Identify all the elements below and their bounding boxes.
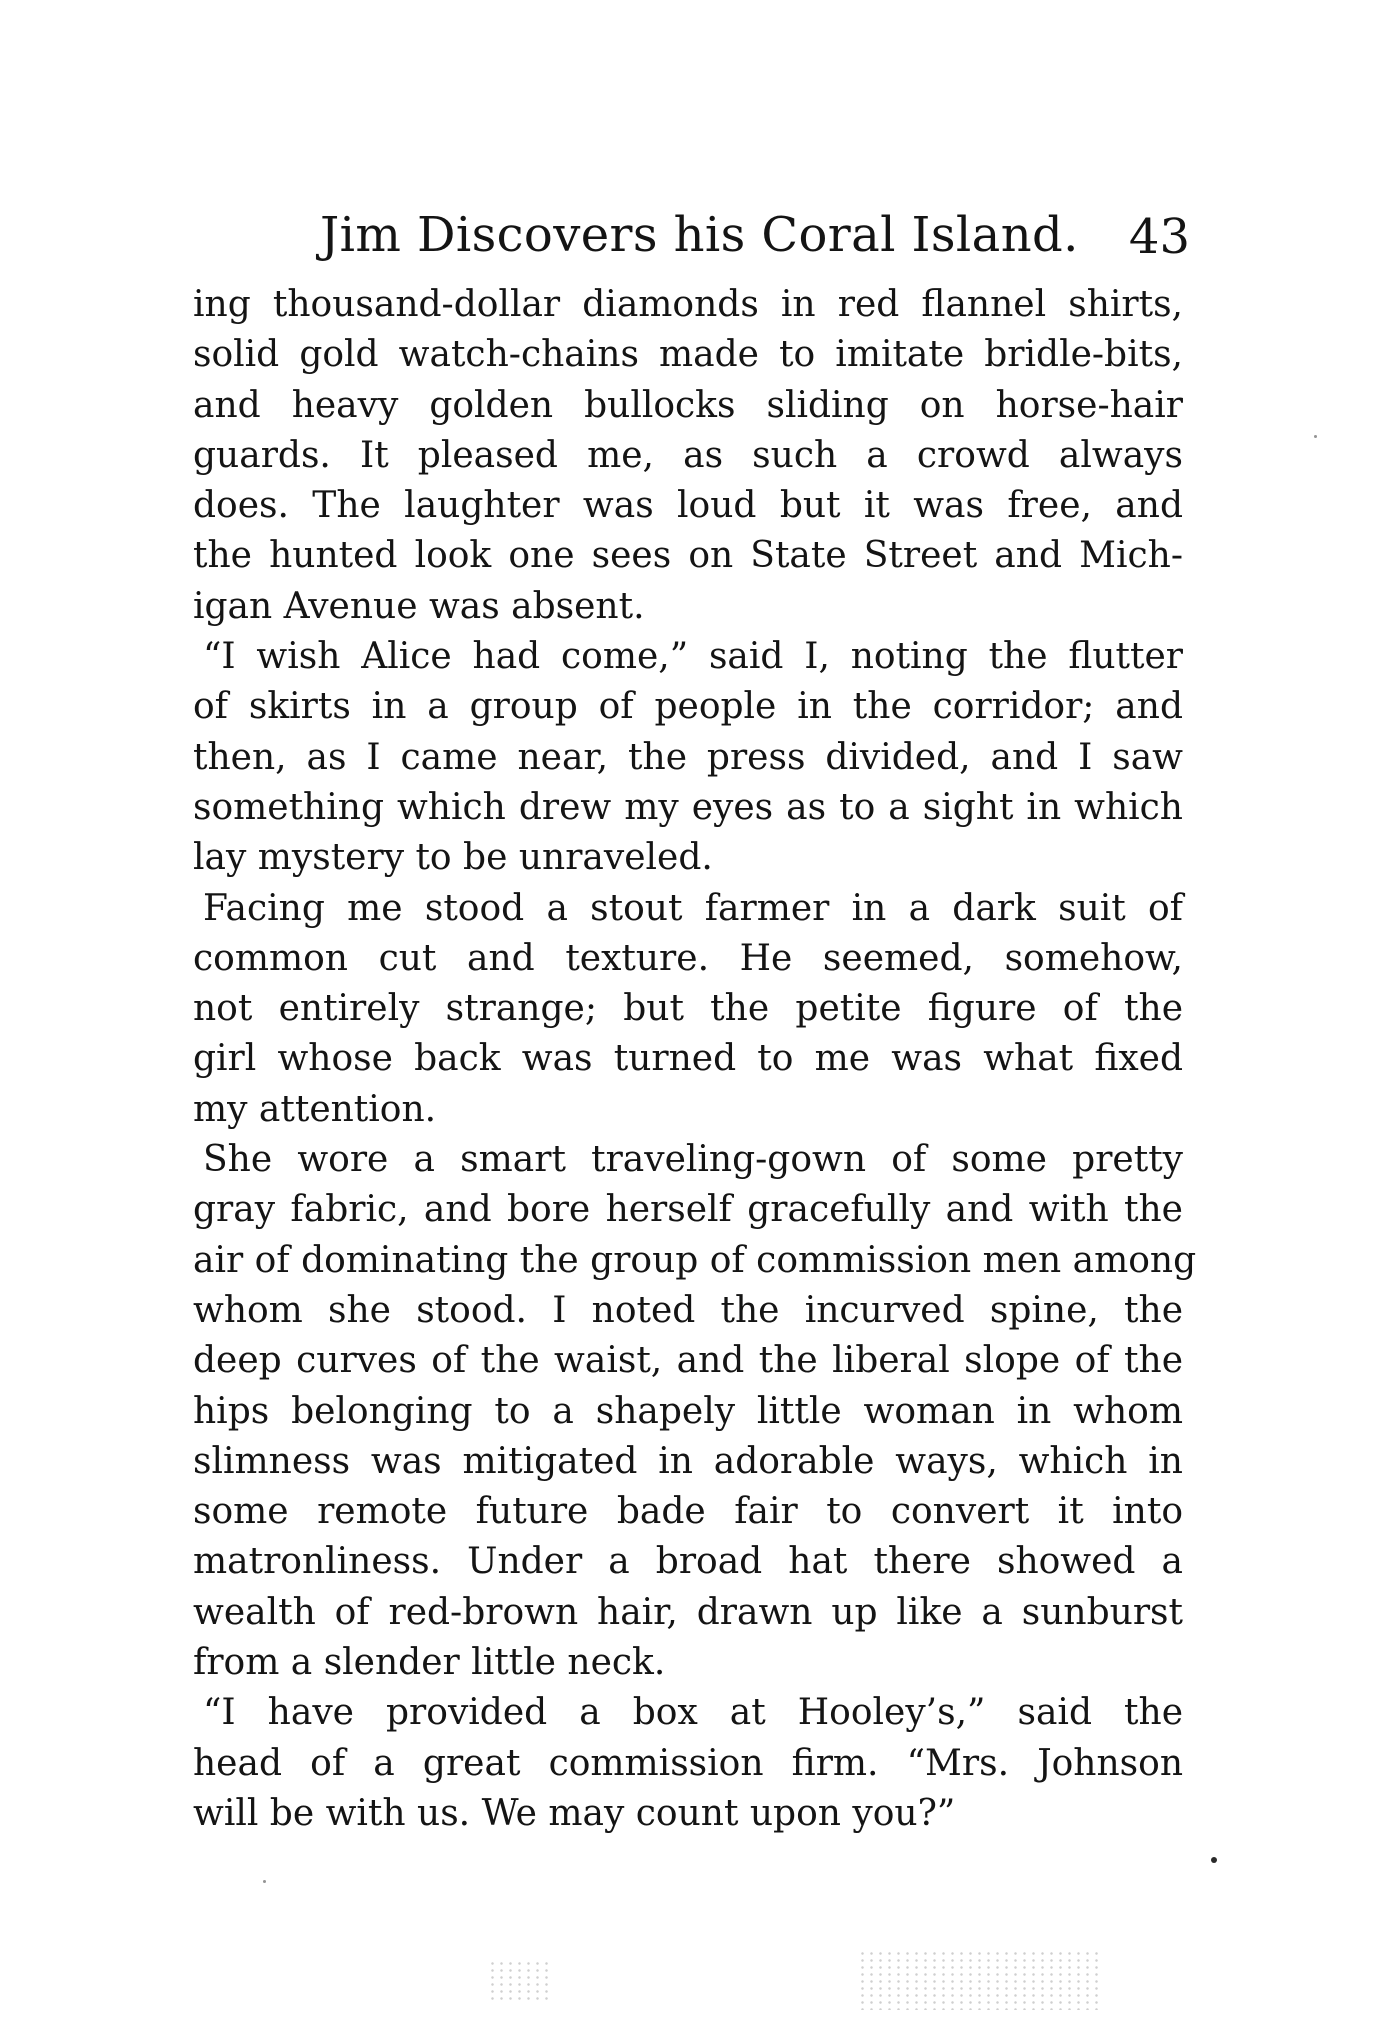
text-line: of skirts in a group of people in the corridor; and — [193, 686, 1183, 728]
text-line: whom she stood. I noted the incurved spine, the — [193, 1289, 1183, 1331]
text-line: “I have provided a box at Hooley’s,” said the — [203, 1692, 1183, 1734]
text-line: the hunted look one sees on State Street and Mich- — [193, 535, 1183, 577]
text-line: “I wish Alice had come,” said I, noting the flutter — [203, 636, 1183, 678]
text-line: will be with us. We may count upon you?” — [193, 1792, 956, 1834]
text-line: from a slender little neck. — [193, 1642, 666, 1684]
text-line: wealth of red-brown hair, drawn up like a sunburst — [193, 1591, 1183, 1633]
scan-noise — [858, 1950, 1098, 2010]
body-text — [193, 280, 1197, 1839]
text-line: ing thousand-dollar diamonds in red flannel shirts, — [193, 284, 1183, 325]
text-line: igan Avenue was absent. — [193, 585, 645, 627]
text-line: Facing me stood a stout farmer in a dark suit of — [203, 887, 1183, 929]
text-line: some remote future bade fair to convert it into — [193, 1491, 1183, 1533]
running-head-title: Jim Discovers his Coral Island. — [320, 207, 1079, 263]
text-line: something which drew my eyes as to a sight in which — [193, 786, 1183, 828]
text-line: and heavy golden bullocks sliding on horse-hair — [193, 384, 1183, 426]
text-line: slimness was mitigated in adorable ways, which in — [193, 1440, 1183, 1482]
text-line: guards. It pleased me, as such a crowd always — [193, 434, 1183, 476]
page-number: 43 — [1128, 209, 1190, 265]
text-line: not entirely strange; but the petite figure of the — [193, 988, 1183, 1030]
text-line: does. The laughter was loud but it was free, and — [193, 485, 1183, 527]
text-line: solid gold watch-chains made to imitate bridle-bits, — [193, 334, 1183, 376]
text-line: She wore a smart traveling-gown of some pretty — [203, 1139, 1183, 1181]
text-line: common cut and texture. He seemed, somehow, — [193, 937, 1183, 979]
text-line: lay mystery to be unraveled. — [193, 837, 713, 879]
scan-noise — [488, 1960, 548, 2000]
scan-speck — [1211, 1857, 1217, 1863]
text-line: head of a great commission firm. “Mrs. Johnson — [193, 1742, 1183, 1784]
scan-speck — [1314, 435, 1317, 438]
text-line: air of dominating the group of commission men among — [193, 1239, 1197, 1281]
text-line: then, as I came near, the press divided, and I saw — [193, 736, 1183, 778]
text-line: matronliness. Under a broad hat there showed a — [193, 1541, 1183, 1583]
text-line: gray fabric, and bore herself gracefully and with the — [193, 1189, 1183, 1231]
running-head — [320, 205, 1190, 275]
text-line: girl whose back was turned to me was what fixed — [193, 1038, 1183, 1080]
scan-speck — [263, 1880, 266, 1883]
text-line: my attention. — [193, 1088, 437, 1130]
text-line: hips belonging to a shapely little woman in whom — [193, 1390, 1183, 1432]
text-line: deep curves of the waist, and the liberal slope of the — [193, 1340, 1183, 1382]
